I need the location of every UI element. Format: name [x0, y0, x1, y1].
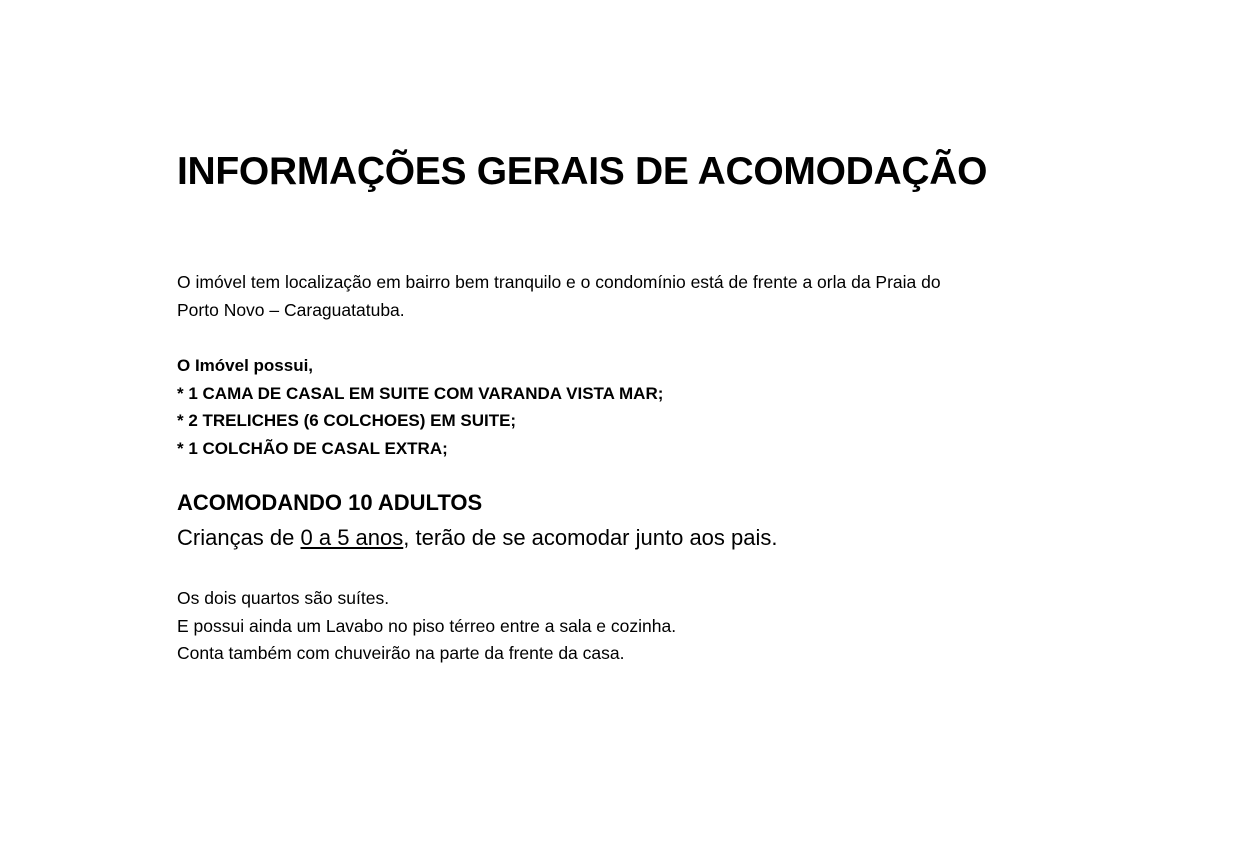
children-suffix: , terão de se acomodar junto aos pais.: [403, 525, 778, 550]
children-age-range: 0 a 5 anos: [300, 525, 404, 550]
children-prefix: Crianças de: [177, 525, 301, 550]
feature-item: * 1 CAMA DE CASAL EM SUITE COM VARANDA VISTA MAR;: [177, 383, 664, 403]
children-note: [177, 525, 778, 551]
extras-line: Conta também com chuveirão na parte da frente da casa.: [177, 643, 625, 663]
features-list: [177, 352, 663, 462]
document-title: INFORMAÇÕES GERAIS DE ACOMODAÇÃO: [177, 150, 988, 193]
feature-item: * 2 TRELICHES (6 COLCHOES) EM SUITE;: [177, 411, 517, 430]
features-heading: O Imóvel possui,: [177, 356, 314, 375]
intro-paragraph: [177, 268, 1037, 324]
extras-paragraph: [177, 585, 676, 668]
capacity-heading: ACOMODANDO 10 ADULTOS: [177, 490, 483, 515]
intro-line: O imóvel tem localização em bairro bem tranquilo e o condomínio está de frente a orla da Praia do: [177, 272, 941, 292]
intro-line: Porto Novo – Caraguatatuba.: [177, 300, 405, 320]
feature-item: * 1 COLCHÃO DE CASAL EXTRA;: [177, 438, 448, 458]
extras-line: E possui ainda um Lavabo no piso térreo entre a sala e cozinha.: [177, 615, 677, 636]
extras-line: Os dois quartos são suítes.: [177, 588, 390, 608]
